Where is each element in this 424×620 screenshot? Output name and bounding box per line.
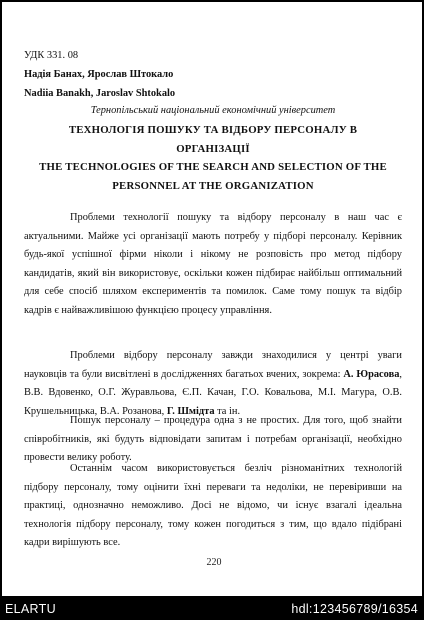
institution: Тернопільський національний економічний університет (90, 105, 336, 116)
paragraph-2-text-d: та ін. (214, 405, 241, 417)
paragraph-2 (24, 347, 402, 421)
author-name-shmidt: Г. Шмідта (166, 405, 215, 417)
title-en-line1: THE TECHNOLOGIES OF THE SEARCH AND SELECTION OF THE (39, 161, 387, 174)
title-ua-line2: ОРГАНІЗАЦІЇ (176, 142, 250, 155)
title-ua-line1: ТЕХНОЛОГІЯ ПОШУКУ ТА ВІДБОРУ ПЕРСОНАЛУ В (68, 124, 358, 136)
paragraph-3: Пошук персоналу – процедура одна з не простих. Для того, щоб знайти співробітників, які будуть відповідати запитам і потребам організації, необхідно провести велику роботу. (24, 415, 402, 464)
title-en-line2: PERSONNEL AT THE ORGANIZATION (112, 179, 314, 192)
authors-english: Nadiia Banakh, Jaroslav Shtokalo (24, 88, 176, 99)
repository-footer (0, 598, 424, 620)
handle-identifier[interactable]: hdl:123456789/16354 (291, 602, 418, 616)
page-number: 220 (206, 557, 222, 568)
author-name-yurasova: А. Юрасова (343, 368, 400, 380)
authors-ukrainian: Надія Банах, Ярослав Штокало (24, 69, 174, 80)
article-title (24, 121, 402, 195)
document-page (2, 2, 422, 596)
paragraph-1: Проблеми технології пошуку та відбору персоналу в наш час є актуальними. Майже усі організації мають потребу у підборі персоналу. Керівник будь-якої успішної фірми ніколи і нікому не розповість про метод підбору кандидатів, який він використовує, оскільки кожен підбирає найбільш оптимальний для себе спосіб шляхом експериментів та помилок. Саме тому пошук та відбір кадрів є найважливішою функцією процесу управління. (24, 212, 402, 316)
repository-name: ELARTU (5, 602, 56, 616)
paragraph-4: Останнім часом використовується безліч різноманітних технологій підбору персоналу, тому оцінити їхні переваги та недоліки, не перевіривши на практиці, однозначно неможливо. Досі не відомо, чи існує взагалі ідеальна технологія підбору персоналу, тому кожен погодиться з тим, що вдало підібрані кадри вирішують все. (24, 463, 402, 549)
paragraph-2-text-a: Проблеми відбору персоналу завжди знаходилися у центрі уваги науковців та були висвітлені в дослідженнях багатьох вчених, зокрема: (24, 350, 402, 380)
paragraph-2-text-c: , В.В. Вдовенко, О.Г. Журавльова, Є.П. Качан, Г.О. Ковальова, М.І. Магура, О.В. Крушельницька, В.А. Розанова, (24, 368, 403, 417)
udk-code: УДК 331. 08 (24, 50, 79, 61)
